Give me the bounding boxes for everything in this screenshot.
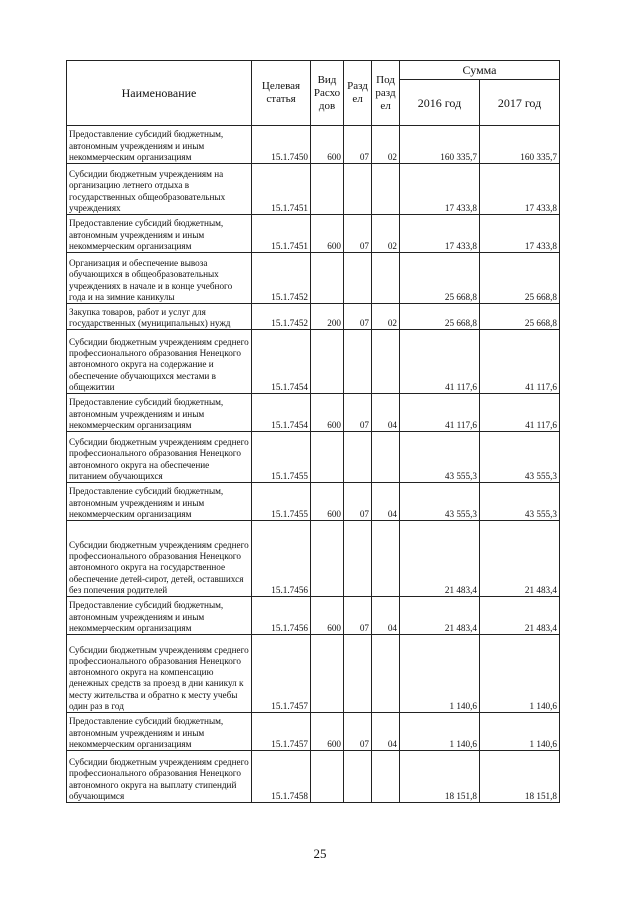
row-code: 15.1.7457: [252, 635, 311, 713]
header-target: Целевая статья: [252, 61, 311, 126]
table-row: [67, 713, 560, 751]
row-vid: 600: [311, 215, 344, 253]
row-razdel: 07: [344, 713, 372, 751]
row-vid: 600: [311, 597, 344, 635]
row-name: Предоставление субсидий бюджетным, автономным учреждениям и иным некоммерческим организациям: [67, 215, 252, 253]
row-2017: 21 483,4: [480, 597, 560, 635]
row-code: 15.1.7455: [252, 432, 311, 483]
row-razdel: [344, 253, 372, 304]
row-razdel: 07: [344, 215, 372, 253]
table-row: [67, 521, 560, 597]
row-vid: [311, 330, 344, 394]
header-2017: 2017 год: [480, 80, 560, 126]
row-podrazdel: 02: [372, 304, 400, 330]
page-number: 25: [313, 846, 327, 861]
row-vid: 600: [311, 394, 344, 432]
row-razdel: [344, 521, 372, 597]
row-code: 15.1.7450: [252, 126, 311, 164]
row-code: 15.1.7451: [252, 164, 311, 215]
row-vid: 600: [311, 483, 344, 521]
header-2016: 2016 год: [400, 80, 480, 126]
row-code: 15.1.7456: [252, 597, 311, 635]
row-razdel: 07: [344, 126, 372, 164]
row-2016: 17 433,8: [400, 215, 480, 253]
row-podrazdel: 04: [372, 597, 400, 635]
header-sum: Сумма: [400, 61, 560, 80]
row-vid: [311, 751, 344, 803]
row-podrazdel: [372, 253, 400, 304]
row-code: 15.1.7454: [252, 394, 311, 432]
row-2017: 43 555,3: [480, 432, 560, 483]
row-name: Предоставление субсидий бюджетным, автономным учреждениям и иным некоммерческим организациям: [67, 597, 252, 635]
row-podrazdel: [372, 635, 400, 713]
row-2016: 25 668,8: [400, 304, 480, 330]
row-2016: 41 117,6: [400, 330, 480, 394]
row-name: Субсидии бюджетным учреждениям среднего профессионального образования Ненецкого автономного округа на выплату стипендий обучающимся: [67, 751, 252, 803]
row-name: Субсидии бюджетным учреждениям среднего профессионального образования Ненецкого автономного округа на компенсацию денежных средств за проезд в дни каникул к месту жительства и обратно к месту учебы один раз в год: [67, 635, 252, 713]
row-2017: 41 117,6: [480, 394, 560, 432]
row-code: 15.1.7456: [252, 521, 311, 597]
row-2017: 18 151,8: [480, 751, 560, 803]
row-2016: 25 668,8: [400, 253, 480, 304]
table-row: [67, 751, 560, 803]
row-name: Предоставление субсидий бюджетным, автономным учреждениям и иным некоммерческим организациям: [67, 394, 252, 432]
table-row: [67, 126, 560, 164]
row-2017: 43 555,3: [480, 483, 560, 521]
table-row: [67, 597, 560, 635]
table-header: [67, 61, 560, 126]
row-razdel: [344, 432, 372, 483]
table-row: [67, 330, 560, 394]
row-2016: 21 483,4: [400, 597, 480, 635]
row-razdel: 07: [344, 483, 372, 521]
row-2016: 41 117,6: [400, 394, 480, 432]
row-podrazdel: [372, 432, 400, 483]
row-code: 15.1.7454: [252, 330, 311, 394]
row-2017: 160 335,7: [480, 126, 560, 164]
row-2017: 17 433,8: [480, 215, 560, 253]
row-vid: 600: [311, 126, 344, 164]
row-2017: 25 668,8: [480, 304, 560, 330]
row-code: 15.1.7458: [252, 751, 311, 803]
row-razdel: [344, 751, 372, 803]
row-2017: 17 433,8: [480, 164, 560, 215]
row-code: 15.1.7451: [252, 215, 311, 253]
row-code: 15.1.7457: [252, 713, 311, 751]
row-vid: 600: [311, 713, 344, 751]
row-2017: 21 483,4: [480, 521, 560, 597]
row-name: Предоставление субсидий бюджетным, автономным учреждениям и иным некоммерческим организациям: [67, 713, 252, 751]
row-2017: 41 117,6: [480, 330, 560, 394]
row-name: Субсидии бюджетным учреждениям среднего профессионального образования Ненецкого автономного округа на государственное обеспечение детей-сирот, детей, оставшихся без попечения родителей: [67, 521, 252, 597]
row-podrazdel: 04: [372, 713, 400, 751]
row-vid: 200: [311, 304, 344, 330]
row-code: 15.1.7452: [252, 253, 311, 304]
row-name: Предоставление субсидий бюджетным, автономным учреждениям и иным некоммерческим организациям: [67, 483, 252, 521]
header-razdel: Разд ел: [344, 61, 372, 126]
row-razdel: [344, 164, 372, 215]
table-row: [67, 394, 560, 432]
row-name: Предоставление субсидий бюджетным, автономным учреждениям и иным некоммерческим организациям: [67, 126, 252, 164]
row-2017: 1 140,6: [480, 635, 560, 713]
header-vid: Вид Расхо дов: [311, 61, 344, 126]
row-2016: 18 151,8: [400, 751, 480, 803]
row-name: Закупка товаров, работ и услуг для государственных (муниципальных) нужд: [67, 304, 252, 330]
row-razdel: 07: [344, 394, 372, 432]
table-row: [67, 253, 560, 304]
row-2016: 160 335,7: [400, 126, 480, 164]
row-name: Субсидии бюджетным учреждениям на организацию летнего отдыха в государственных общеобразовательных учреждениях: [67, 164, 252, 215]
row-code: 15.1.7455: [252, 483, 311, 521]
table-row: [67, 304, 560, 330]
row-podrazdel: [372, 330, 400, 394]
table-row: [67, 164, 560, 215]
table-row: [67, 483, 560, 521]
table-row: [67, 215, 560, 253]
table-row: [67, 432, 560, 483]
row-podrazdel: 04: [372, 483, 400, 521]
row-razdel: [344, 330, 372, 394]
row-2016: 21 483,4: [400, 521, 480, 597]
row-code: 15.1.7452: [252, 304, 311, 330]
table-body: [67, 126, 560, 803]
row-podrazdel: 04: [372, 394, 400, 432]
header-podrazdel: Под разд ел: [372, 61, 400, 126]
row-2017: 1 140,6: [480, 713, 560, 751]
table-row: [67, 635, 560, 713]
row-vid: [311, 635, 344, 713]
row-podrazdel: 02: [372, 126, 400, 164]
row-razdel: 07: [344, 304, 372, 330]
row-vid: [311, 432, 344, 483]
row-vid: [311, 164, 344, 215]
row-2016: 1 140,6: [400, 713, 480, 751]
row-2017: 25 668,8: [480, 253, 560, 304]
row-podrazdel: 02: [372, 215, 400, 253]
row-2016: 17 433,8: [400, 164, 480, 215]
row-razdel: [344, 635, 372, 713]
row-name: Субсидии бюджетным учреждениям среднего профессионального образования Ненецкого автономного округа на обеспечение питанием обучающихся: [67, 432, 252, 483]
row-vid: [311, 253, 344, 304]
budget-table: [66, 60, 560, 803]
row-vid: [311, 521, 344, 597]
row-name: Организация и обеспечение вывоза обучающихся в общеобразовательных учреждениях в начале и в конце учебного года и на зимние каникулы: [67, 253, 252, 304]
row-podrazdel: [372, 751, 400, 803]
row-podrazdel: [372, 521, 400, 597]
row-name: Субсидии бюджетным учреждениям среднего профессионального образования Ненецкого автономного округа на содержание и обеспечение обучающихся местами в общежитии: [67, 330, 252, 394]
row-podrazdel: [372, 164, 400, 215]
header-name: Наименование: [67, 61, 252, 126]
row-2016: 43 555,3: [400, 432, 480, 483]
row-razdel: 07: [344, 597, 372, 635]
row-2016: 1 140,6: [400, 635, 480, 713]
row-2016: 43 555,3: [400, 483, 480, 521]
